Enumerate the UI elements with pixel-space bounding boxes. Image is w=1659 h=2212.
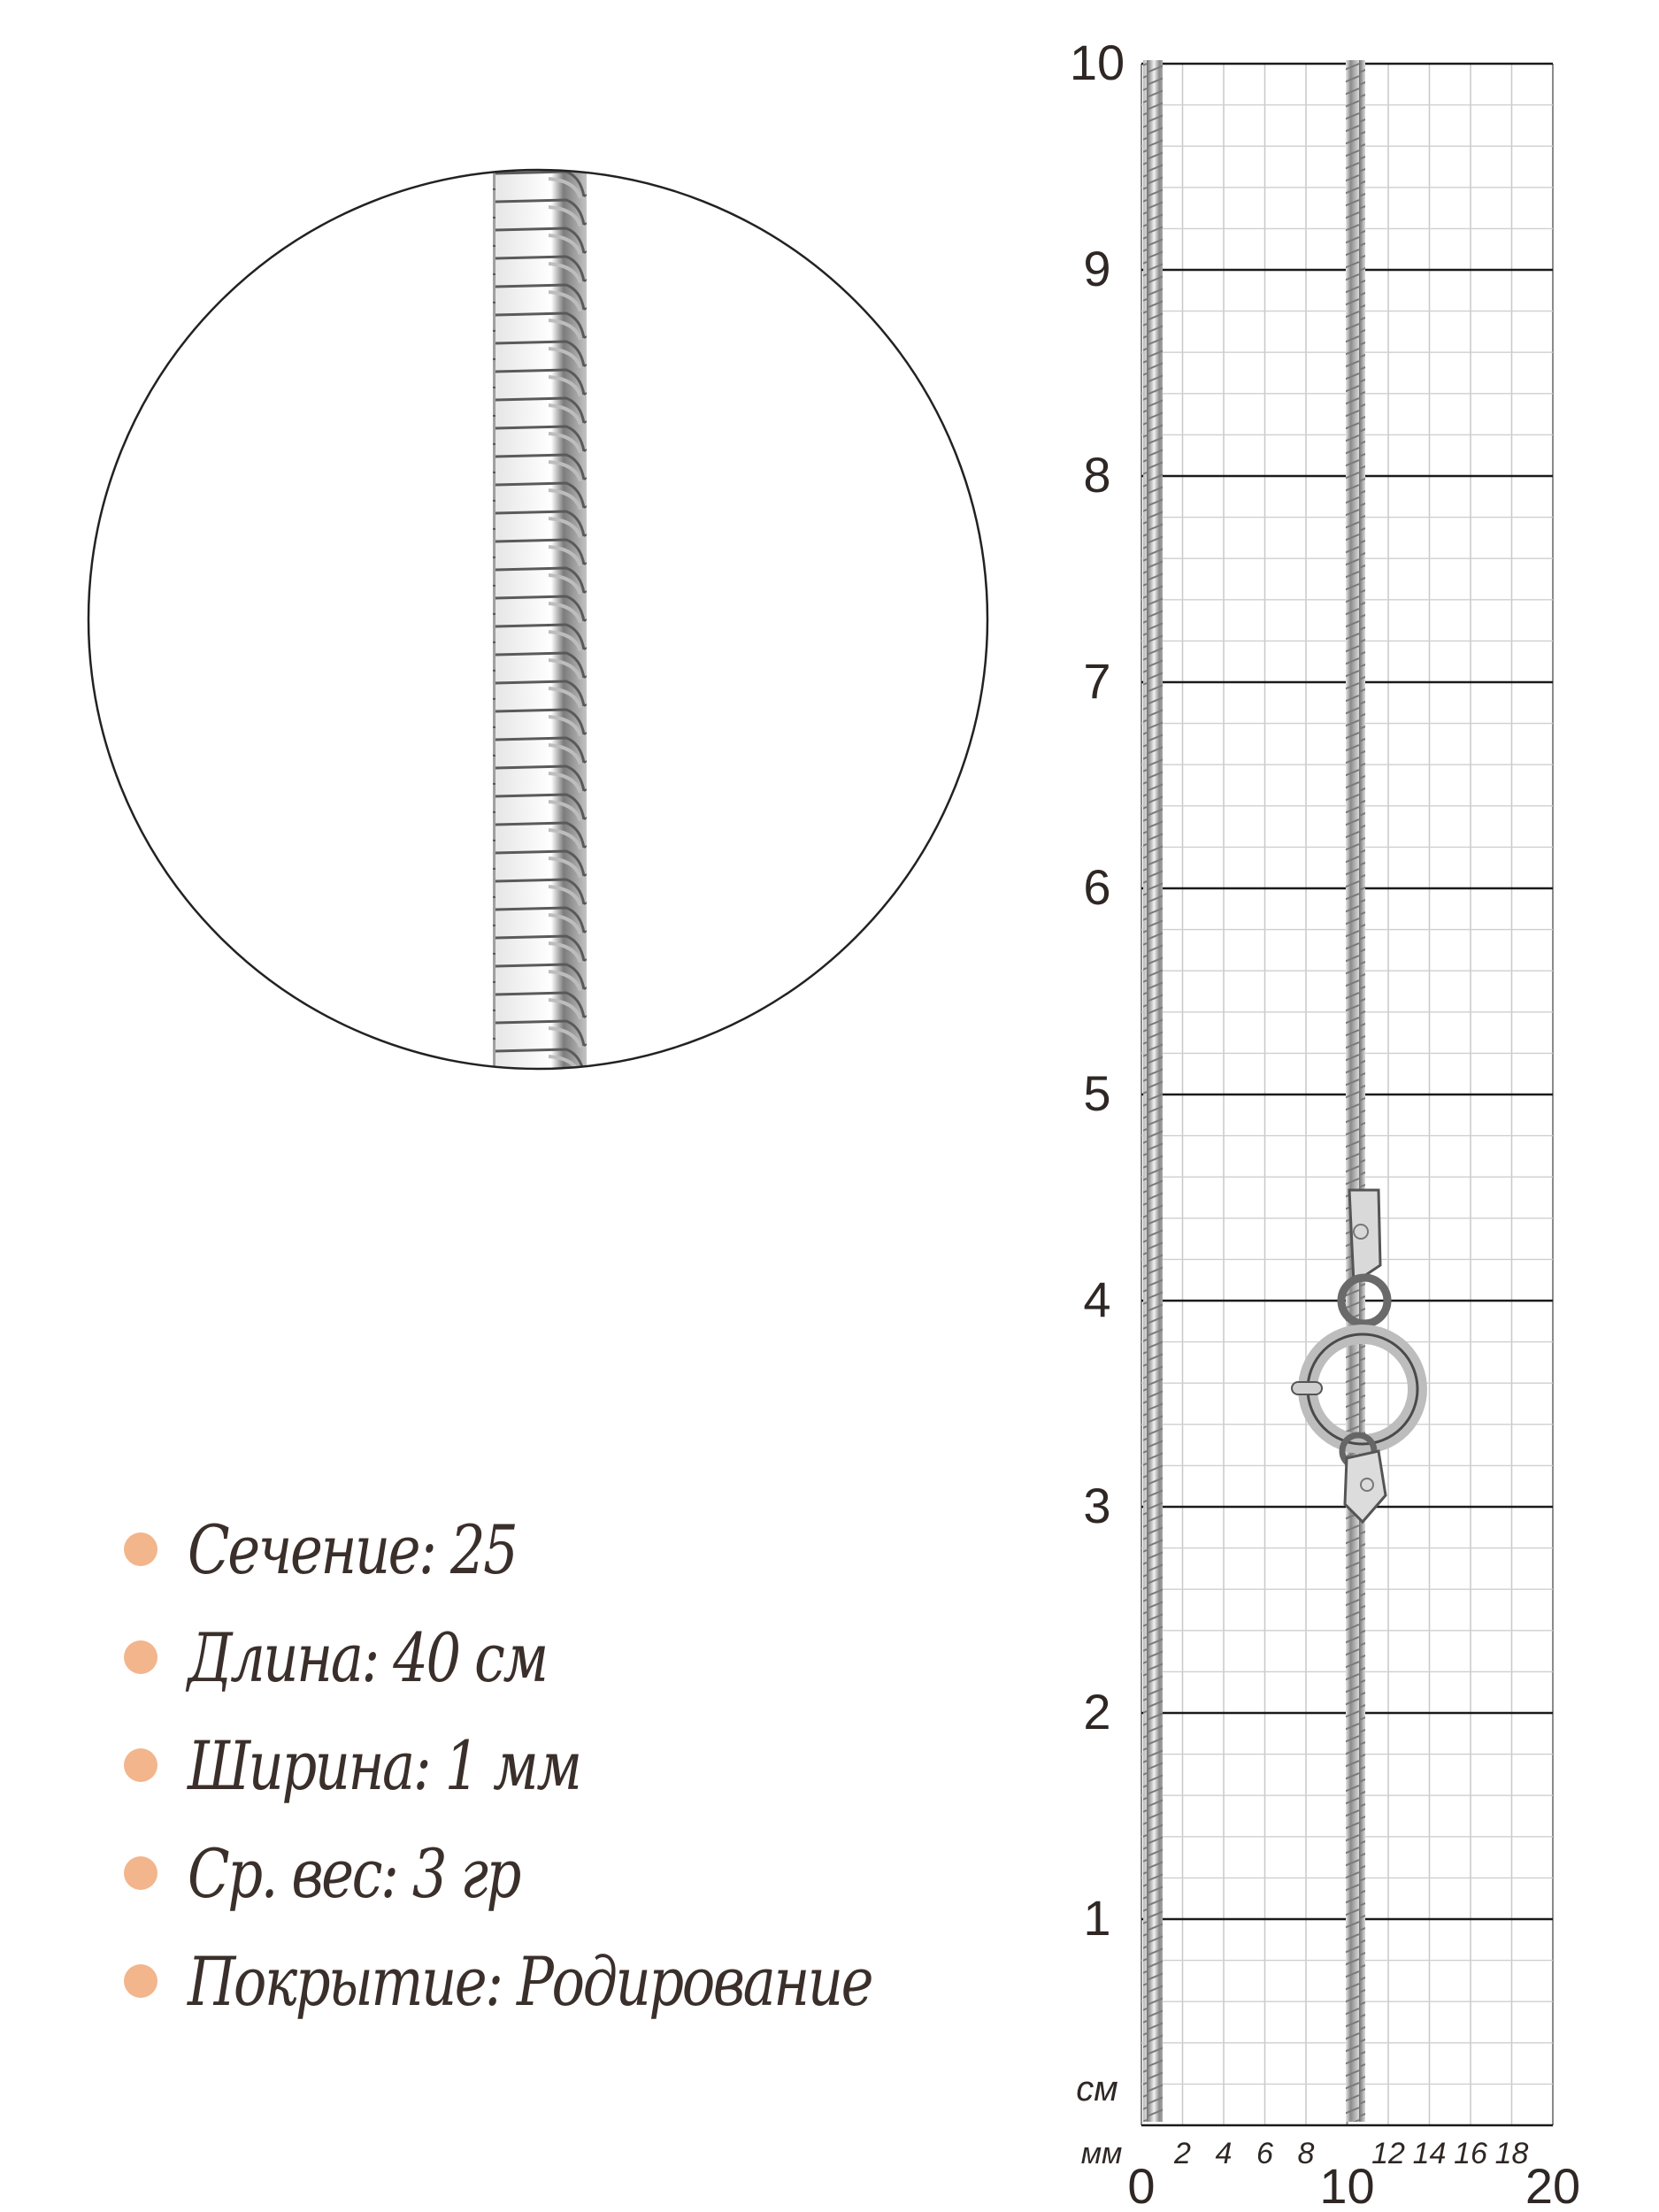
mm-major-label: 20 (1525, 2158, 1581, 2212)
mm-label: 2 (1174, 2137, 1191, 2170)
spec-weight (124, 1819, 1009, 1927)
bullet-icon (124, 1532, 157, 1566)
chain-strand-right (1346, 60, 1365, 2122)
cm-label: 2 (1083, 1684, 1111, 1740)
cm-label: 1 (1083, 1890, 1111, 1946)
cm-label: 7 (1083, 653, 1111, 709)
bullet-icon (124, 1856, 157, 1890)
cm-label: 10 (1069, 35, 1125, 90)
cm-label: 6 (1083, 859, 1111, 915)
mm-label: 18 (1494, 2137, 1529, 2170)
cm-label: 3 (1083, 1478, 1111, 1533)
spec-section-label: Сечение: 25 (188, 1509, 517, 1589)
spec-length-label: Длина: 40 см (188, 1617, 547, 1697)
mm-label: 12 (1371, 2137, 1405, 2170)
mm-label: 14 (1412, 2137, 1447, 2170)
spec-section (124, 1495, 1009, 1603)
chain-strand-left (1143, 60, 1163, 2122)
measurement-ruler (1070, 35, 1580, 2212)
cm-label: 9 (1083, 241, 1111, 296)
mm-label: 16 (1454, 2137, 1487, 2170)
spec-coating-label: Покрытие: Родирование (188, 1941, 872, 2021)
mm-unit-label: мм (1080, 2137, 1123, 2170)
spec-length (124, 1603, 1009, 1711)
mm-major-label: 0 (1127, 2158, 1156, 2212)
zoom-circle (88, 168, 987, 1079)
spec-list (124, 1495, 1009, 2035)
mm-label: 8 (1297, 2137, 1315, 2170)
cm-label: 4 (1083, 1271, 1111, 1327)
bullet-icon (124, 1964, 157, 1998)
mm-scale-labels (1081, 2137, 1580, 2212)
spec-weight-label: Ср. вес: 3 гр (188, 1833, 519, 1913)
cm-unit-label: см (1076, 2070, 1118, 2108)
spec-width-label: Ширина: 1 мм (188, 1725, 580, 1805)
bullet-icon (124, 1748, 157, 1782)
cm-label: 5 (1083, 1065, 1111, 1121)
chain-closeup (493, 168, 587, 1079)
mm-major-label: 10 (1319, 2158, 1375, 2212)
spec-width (124, 1711, 1009, 1819)
mm-label: 4 (1215, 2137, 1233, 2170)
cm-scale-labels (1070, 35, 1125, 2108)
cm-label: 8 (1083, 447, 1111, 503)
spec-coating (124, 1927, 1009, 2035)
mm-label: 6 (1256, 2137, 1273, 2170)
bullet-icon (124, 1640, 157, 1674)
